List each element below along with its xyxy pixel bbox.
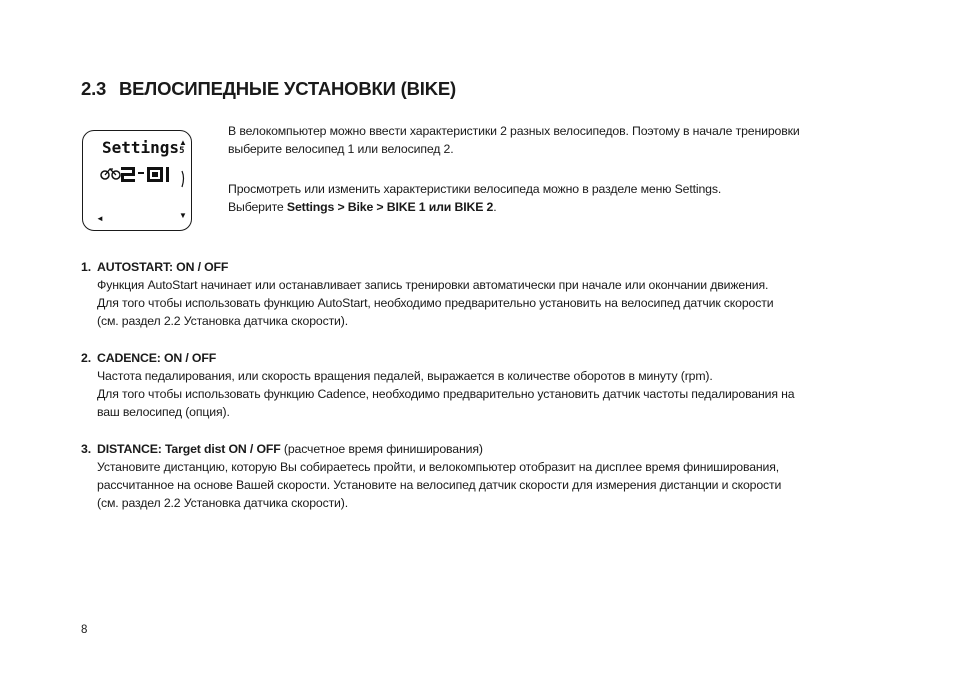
list-item-cadence: 2. CADENCE: ON / OFF Частота педалирования, или скорость вращения педалей, выражается в количестве оборотов в минуту (rpm). Для того чтобы использовать функцию Cadence, необходимо предварительно установить датчик частоты педалирования на ваш велосипед (опция).: [81, 349, 837, 421]
device-screen-text: Settings5: [102, 138, 185, 157]
item-title-note: (расчетное время финиширования): [280, 442, 483, 456]
item-line: Для того чтобы использовать функцию AutoStart, необходимо предварительно установить на велосипед датчик скорости: [97, 296, 774, 310]
bike-computer-illustration: [82, 130, 192, 231]
item-line: Установите дистанцию, которую Вы собираетесь пройти, и велокомпьютер отобразит на дисплее время финиширования,: [97, 460, 780, 474]
item-line: рассчитанное на основе Вашей скорости. Установите на велосипед датчик скорости для измерения дистанции и скорости: [97, 478, 782, 492]
page-number: 8: [81, 624, 88, 636]
item-line: (см. раздел 2.2 Установка датчика скорости).: [97, 496, 348, 510]
intro-p2-line2: Выберите Settings > Bike > BIKE 1 или BIKE 2.: [228, 200, 497, 214]
up-arrow-icon: ▲: [179, 138, 187, 147]
section-heading: [81, 78, 456, 100]
item-title: AUTOSTART: ON / OFF: [97, 260, 229, 274]
intro-p2-line1: Просмотреть или изменить характеристики велосипеда можно в разделе меню Settings.: [228, 182, 722, 196]
section-number: 2.3: [81, 78, 107, 99]
item-line: Частота педалирования, или скорость вращения педалей, выражается в количестве оборотов в минуту (rpm).: [97, 369, 713, 383]
left-arrow-icon: ◄: [96, 214, 104, 223]
item-line: Для того чтобы использовать функцию Cadence, необходимо предварительно установить датчик частоты педалирования на: [97, 387, 795, 401]
down-arrow-icon: ▼: [179, 211, 187, 220]
item-title: DISTANCE: Target dist ON / OFF: [97, 442, 281, 456]
item-line: Функция AutoStart начинает или останавливает запись тренировки автоматически при начале или окончании движения.: [97, 278, 769, 292]
section-title: ВЕЛОСИПЕДНЫЕ УСТАНОВКИ (BIKE): [119, 78, 456, 99]
item-line: (см. раздел 2.2 Установка датчика скорости).: [97, 314, 348, 328]
item-line: ваш велосипед (опция).: [97, 405, 230, 419]
item-title: CADENCE: ON / OFF: [97, 351, 217, 365]
list-item-distance: 3. DISTANCE: Target dist ON / OFF (расчетное время финиширования) Установите дистанцию, которую Вы собираетесь пройти, и велокомпьютер отобразит на дисплее время финиширования, рассчитанное на основе Вашей скорости. Установите на велосипед датчик скорости для измерения дистанции и скорости (см. раздел 2.2 Установка датчика скорости).: [81, 440, 837, 512]
list-item-autostart: 1. AUTOSTART: ON / OFF Функция AutoStart начинает или останавливает запись тренировки автоматически при начале или окончании движения. Для того чтобы использовать функцию AutoStart, необходимо предварительно установить на велосипед датчик скорости (см. раздел 2.2 Установка датчика скорости).: [81, 258, 837, 330]
menu-path: Settings > Bike > BIKE 1 или BIKE 2: [286, 200, 494, 214]
intro-paragraph-1: В велокомпьютер можно ввести характеристики 2 разных велосипедов. Поэтому в начале тренировки выберите велосипед 1 или велосипед 2.: [228, 124, 800, 156]
intro-paragraph-2: [228, 180, 848, 216]
